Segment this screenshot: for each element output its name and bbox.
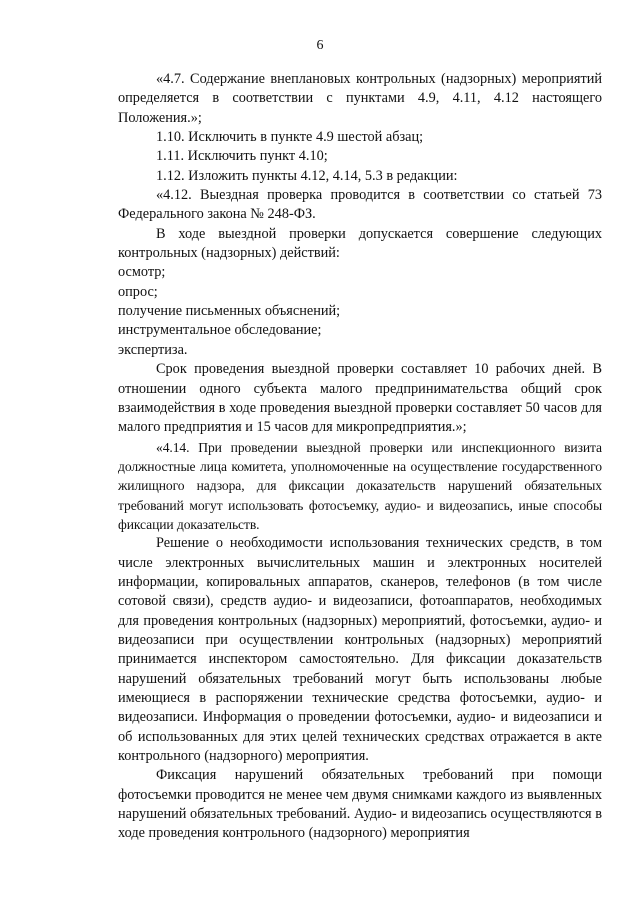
list-item: опрос; bbox=[118, 283, 158, 300]
paragraph-actions-intro: В ходе выездной проверки допускается совершение следующих контрольных (надзорных) действий: bbox=[118, 225, 602, 262]
paragraph-1-10: 1.10. Исключить в пункте 4.9 шестой абзац; bbox=[156, 129, 424, 146]
list-item: экспертиза. bbox=[118, 341, 188, 358]
paragraph-1-12: 1.12. Изложить пункты 4.12, 4.14, 5.3 в редакции: bbox=[156, 167, 458, 184]
paragraph-4-14: «4.14. При проведении выездной проверки или инспекционного визита должностные лица комитета, уполномоченные на осуществление государственного жилищного надзора, для фиксации доказательств нарушений обязательных требований могут использовать фотосъемку, аудио- и видеозапись, иные способы фиксации доказательств. bbox=[118, 439, 602, 532]
list-item: инструментальное обследование; bbox=[118, 322, 322, 339]
list-item: получение письменных объяснений; bbox=[118, 303, 341, 320]
paragraph-1-11: 1.11. Исключить пункт 4.10; bbox=[156, 148, 328, 165]
paragraph-technical-means: Решение о необходимости использования технических средств, в том числе электронных вычислительных машин и электронных носителей информации, копировальных аппаратов, сканеров, телефонов (в том числе сотовой связи), средств аудио- и видеозаписи, фотоаппаратов, необходимых для проведения контрольных (надзорных) мероприятий, фотосъемки, аудио- и видеозаписи при осуществлении контрольных (надзорных) мероприятий принимается инспектором самостоятельно. Для фиксации доказательств нарушений обязательных требований могут быть использованы любые имеющиеся в распоряжении технические средства фотосъемки, аудио- и видеозаписи. Информация о проведении фотосъемки, аудио- и видеозаписи и об использованных для этих целей технических средствах отражается в акте контрольного (надзорного) мероприятия. bbox=[118, 535, 602, 765]
document-body bbox=[118, 70, 602, 844]
page-number: 6 bbox=[316, 38, 324, 53]
paragraph-photo-fixation: Фиксация нарушений обязательных требований при помощи фотосъемки проводится не менее чем двумя снимками каждого из выявленных нарушений обязательных требований. Аудио- и видеозапись осуществляются в ходе проведения контрольного (надзорного) мероприятия bbox=[118, 767, 602, 842]
paragraph-inspection-term: Срок проведения выездной проверки составляет 10 рабочих дней. В отношении одного субъекта малого предпринимательства общий срок взаимодействия в ходе проведения выездной проверки составляет 50 часов для малого предприятия и 15 часов для микропредприятия.»; bbox=[118, 361, 602, 436]
list-item: осмотр; bbox=[118, 264, 166, 281]
paragraph-4-7: «4.7. Содержание внеплановых контрольных (надзорных) мероприятий определяется в соответствии с пунктами 4.9, 4.11, 4.12 настоящего Положения.»; bbox=[118, 71, 602, 126]
paragraph-4-12: «4.12. Выездная проверка проводится в соответствии со статьей 73 Федерального закона № 248-ФЗ. bbox=[118, 187, 602, 223]
